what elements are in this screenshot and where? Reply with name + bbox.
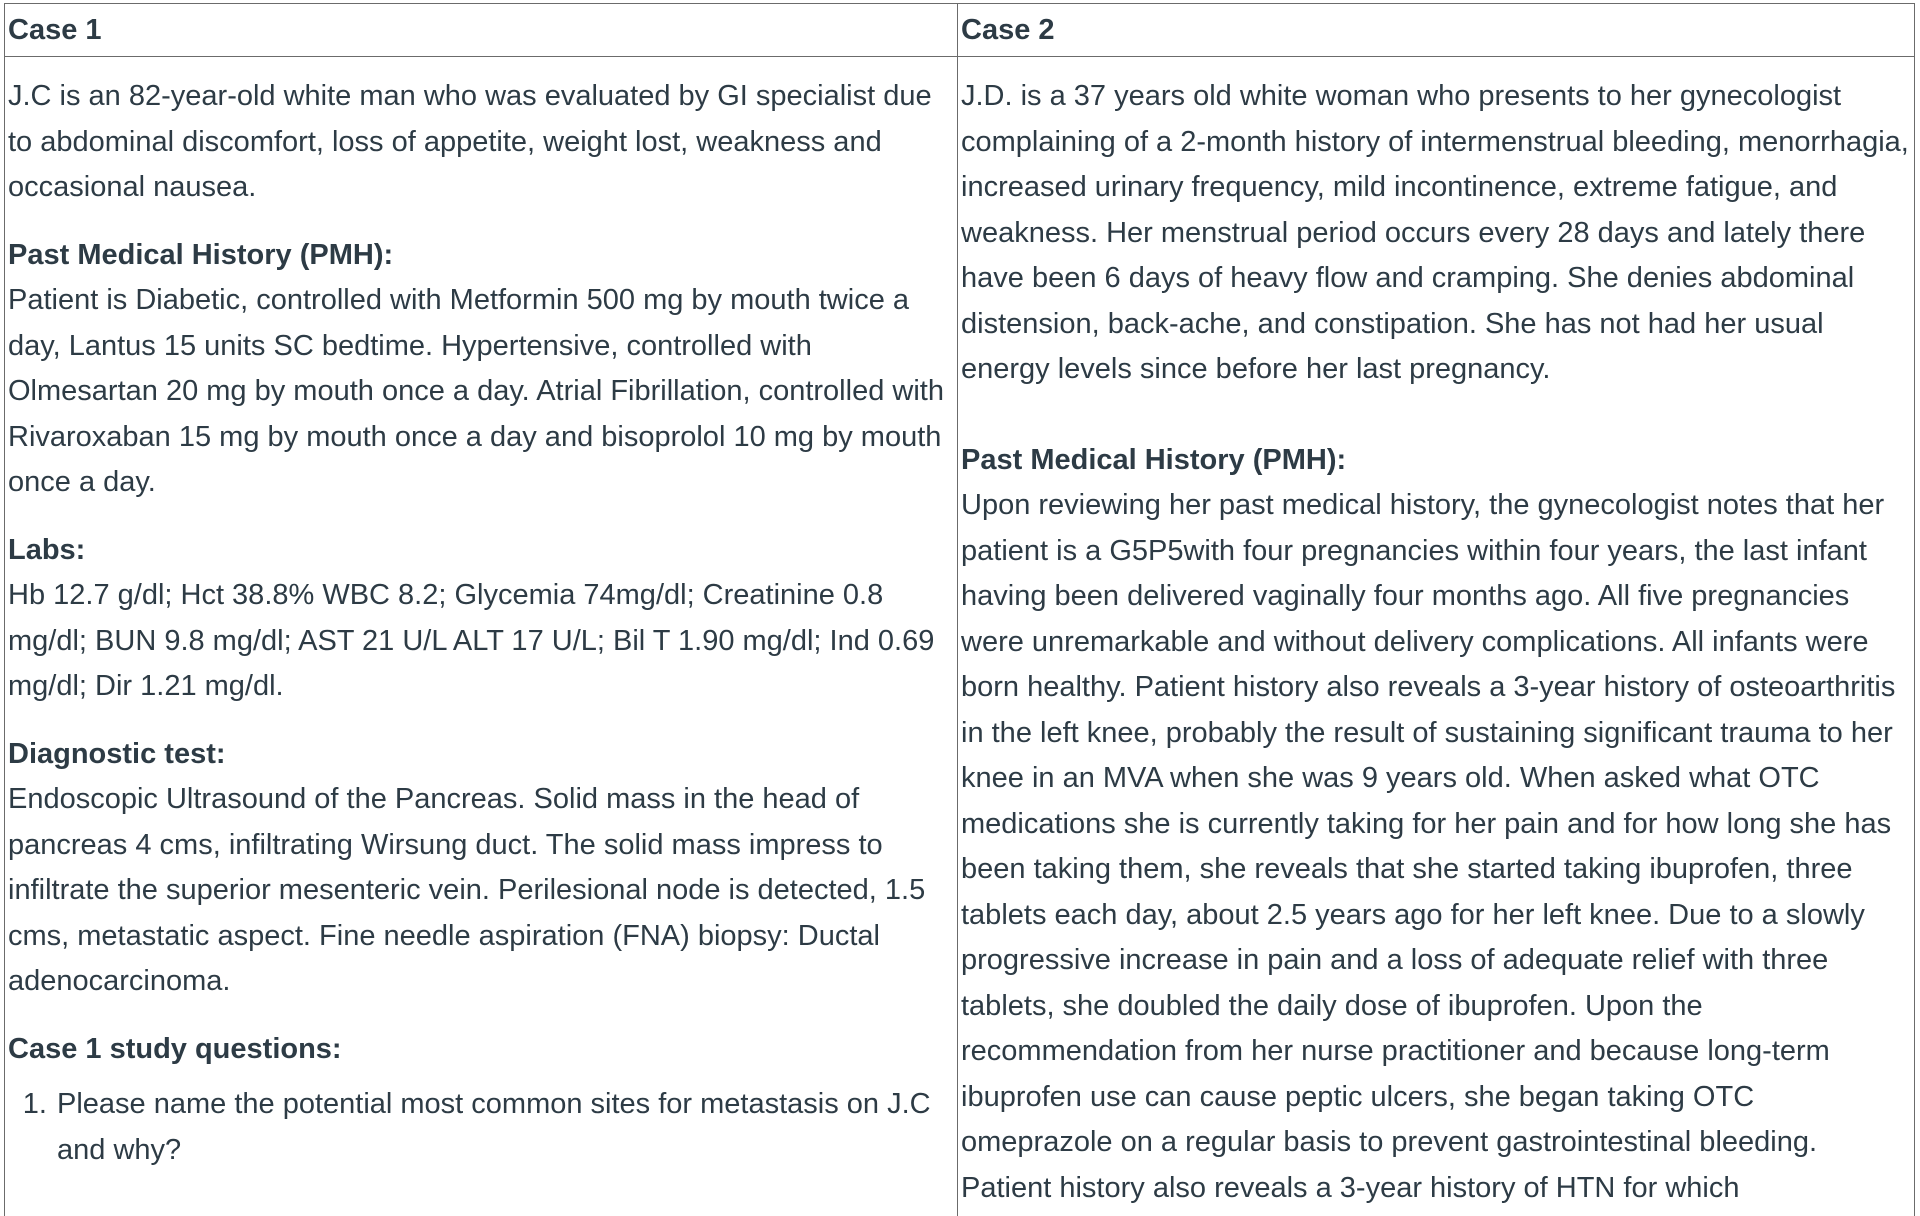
case1-questions-heading: Case 1 study questions: [8, 1032, 342, 1065]
case1-diagnostic [8, 732, 954, 1005]
case2-pmh-text: Upon reviewing her past medical history, the gynecologist notes that her patient is a G5P5with four pregnancies within four years, the last infant having been delivered vaginally four months ago. All five pregnancies were unremarkable and without delivery complications. All infants were born healthy. Patient history also reveals a 3-year history of osteoarthritis in the left knee, probably the result of sustaining significant trauma to her knee in an MVA when she was 9 years old. When asked what OTC medications she is currently taking for her pain and for how long she has been taking them, she reveals that she started taking ibuprofen, three tablets each day, about 2.5 years ago for her left knee. Due to a slowly progressive increase in pain and a loss of adequate relief with three tablets, she doubled the daily dose of ibuprofen. Upon the recommendation from her nurse practitioner and because long-term ibuprofen use can cause peptic ulcers, she began taking OTC omeprazole on a regular basis to prevent gastrointestinal bleeding. Patient history also reveals a 3-year history of HTN for which [961, 489, 1896, 1204]
case2-header: Case 2 [958, 4, 1915, 57]
case1-cell [5, 57, 958, 1216]
case2-pmh-heading: Past Medical History (PMH): [961, 443, 1347, 476]
case1-labs-text: Hb 12.7 g/dl; Hct 38.8% WBC 8.2; Glycemia 74mg/dl; Creatinine 0.8 mg/dl; BUN 9.8 mg/dl; AST 21 U/L ALT 17 U/L; Bil T 1.90 mg/dl; Ind 0.69 mg/dl; Dir 1.21 mg/dl. [8, 579, 935, 702]
case2-intro: J.D. is a 37 years old white woman who presents to her gynecologist complaining of a 2-month history of intermenstrual bleeding, menorrhagia, increased urinary frequency, mild incontinence, extreme fatigue, and weakness. Her menstrual period occurs every 28 days and lately there have been 6 days of heavy flow and cramping. She denies abdominal distension, back-ache, and constipation. She has not had her usual energy levels since before her last pregnancy. [961, 80, 1909, 385]
case1-header: Case 1 [5, 4, 958, 57]
table-header-row [5, 4, 1915, 57]
case1-labs-heading: Labs: [8, 533, 86, 566]
case1-diagnostic-heading: Diagnostic test: [8, 737, 226, 770]
case1-pmh [8, 233, 954, 506]
case1-diagnostic-text: Endoscopic Ultrasound of the Pancreas. Solid mass in the head of pancreas 4 cms, infiltrating Wirsung duct. The solid mass impress to infiltrate the superior mesenteric vein. Perilesional node is detected, 1.5 cms, metastatic aspect. Fine needle aspiration (FNA) biopsy: Ductal adenocarcinoma. [8, 783, 926, 997]
case2-content [961, 57, 1911, 1211]
case1-pmh-text: Patient is Diabetic, controlled with Metformin 500 mg by mouth twice a day, Lantus 15 units SC bedtime. Hypertensive, controlled with Olmesartan 20 mg by mouth once a day. Atrial Fibrillation, controlled with Rivaroxaban 15 mg by mouth once a day and bisoprolol 10 mg by mouth once a day. [8, 284, 944, 498]
table-body-row [5, 57, 1915, 1216]
case1-questions-list [8, 1082, 954, 1173]
case2-pmh [961, 438, 1911, 1212]
case1-labs [8, 528, 954, 710]
case1-pmh-heading: Past Medical History (PMH): [8, 238, 394, 271]
cases-table [4, 3, 1915, 1216]
case1-intro: J.C is an 82-year-old white man who was evaluated by GI specialist due to abdominal discomfort, loss of appetite, weight lost, weakness and occasional nausea. [8, 80, 932, 203]
case1-content [8, 57, 954, 1173]
case2-cell [958, 57, 1915, 1216]
question-item: 1. Please name the potential most common sites for metastasis on J.C and why? [55, 1082, 954, 1173]
